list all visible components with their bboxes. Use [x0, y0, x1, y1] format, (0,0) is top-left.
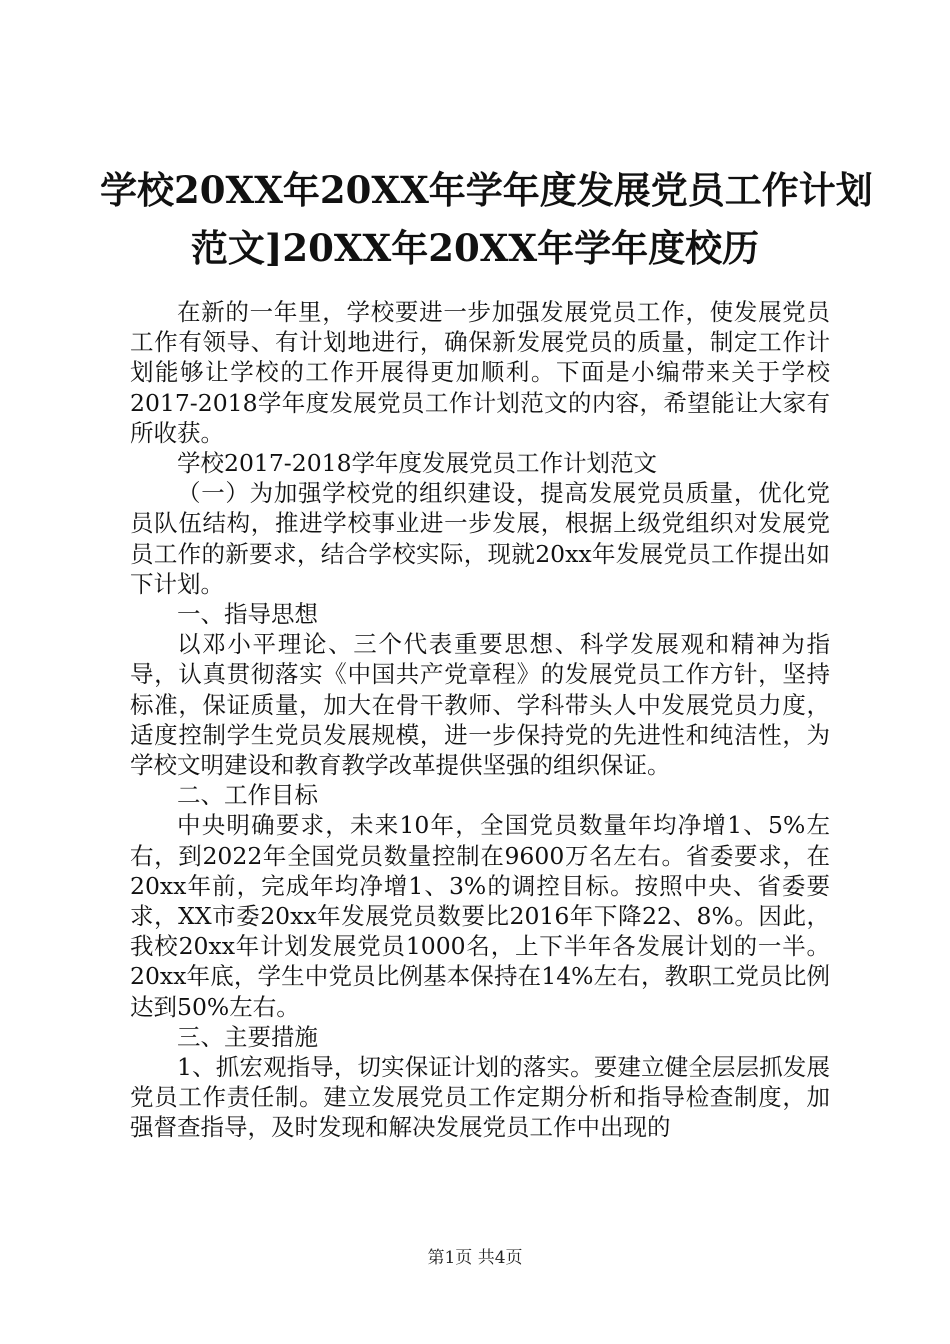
intro-paragraph: 在新的一年里，学校要进一步加强发展党员工作，使发展党员工作有领导、有计划地进行，确保新发展党员的质量，制定工作计划能够让学校的工作开展得更加顺利。下面是小编带来关于学校2017-2018学年度发展党员工作计划范文的内容，希望能让大家有所收获。 — [130, 298, 830, 447]
paragraph-overview: （一）为加强学校党的组织建设，提高发展党员质量，优化党员队伍结构，推进学校事业进一步发展，根据上级党组织对发展党员工作的新要求，结合学校实际，现就20xx年发展党员工作提出如下计划。 — [130, 479, 830, 598]
section-heading-plan: 学校2017-2018学年度发展党员工作计划范文 — [177, 449, 658, 478]
paragraph-measures: 1、抓宏观指导，切实保证计划的落实。要建立健全层层抓发展党员工作责任制。建立发展党员工作定期分析和指导检查制度，加强督查指导，及时发现和解决发展党员工作中出现的 — [130, 1053, 830, 1142]
document-title-line-2: 范文]20XX年20XX年学年度校历 — [190, 226, 760, 270]
document-title-line-1: 学校20XX年20XX年学年度发展党员工作计划 — [100, 168, 873, 212]
section-heading-measures: 三、主要措施 — [177, 1022, 318, 1051]
paragraph-guiding-thought: 以邓小平理论、三个代表重要思想、科学发展观和精神为指导，认真贯彻落实《中国共产党章程》的发展党员工作方针，坚持标准，保证质量，加大在骨干教师、学科带头人中发展党员力度，适度控制学生党员发展规模，进一步保持党的先进性和纯洁性，为学校文明建设和教育教学改革提供坚强的组织保证。 — [130, 630, 830, 780]
document-body — [130, 297, 830, 1143]
page-footer: 第1页 共4页 — [427, 1248, 523, 1268]
section-heading-goals: 二、工作目标 — [177, 781, 318, 810]
section-heading-guiding-thought: 一、指导思想 — [177, 600, 318, 629]
paragraph-goals: 中央明确要求，未来10年，全国党员数量年均净增1、5%左右，到2022年全国党员数量控制在9600万名左右。省委要求，在20xx年前，完成年均净增1、3%的调控目标。按照中央、省委要求，XX市委20xx年发展党员数要比2016年下降22、8%。因此，我校20xx年计划发展党员1000名，上下半年各发展计划的一半。20xx年底，学生中党员比例基本保持在14%左右，教职工党员比例达到50%左右。 — [130, 811, 830, 1021]
